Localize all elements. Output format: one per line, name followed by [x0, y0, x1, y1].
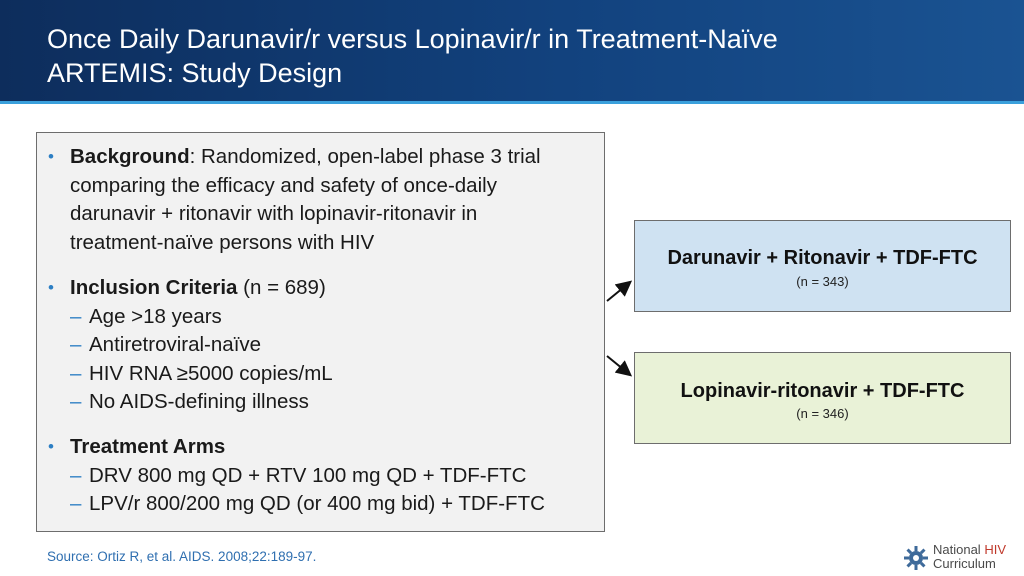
source-citation: Source: Ortiz R, et al. AIDS. 2008;22:189-97. — [47, 549, 317, 564]
bullet-dot: • — [48, 278, 54, 297]
inclusion-item: – No AIDS-defining illness — [70, 390, 309, 413]
logo-text: National HIV Curriculum — [933, 542, 1006, 571]
bullet-dot: • — [48, 437, 54, 456]
arm-count: (n = 343) — [796, 274, 849, 289]
background-bullet — [48, 143, 541, 172]
slide-title-line2: ARTEMIS: Study Design — [47, 58, 343, 88]
arm-name: Lopinavir-ritonavir + TDF-FTC — [680, 380, 965, 402]
inclusion-label: Inclusion Criteria — [70, 276, 238, 299]
inclusion-item: – Age >18 years — [70, 304, 222, 328]
treatment-arm-item: – LPV/r 800/200 mg QD (or 400 mg bid) + TDF-FTC — [70, 492, 545, 515]
bullet-dot: • — [48, 147, 54, 166]
study-info-box — [36, 132, 605, 532]
inclusion-bullet — [48, 274, 326, 303]
arrow-to-darunavir-arm — [607, 283, 629, 301]
lopinavir-arm-box — [634, 352, 1011, 444]
arrow-to-lopinavir-arm — [607, 356, 629, 374]
background-line: darunavir + ritonavir with lopinavir-ritonavir in — [70, 202, 478, 225]
background-label: Background — [70, 145, 190, 168]
inclusion-count: (n = 689) — [237, 276, 326, 299]
header-divider — [0, 101, 1024, 104]
background-line: comparing the efficacy and safety of once-daily — [70, 173, 497, 197]
treatment-arm-item: – DRV 800 mg QD + RTV 100 mg QD + TDF-FTC — [70, 463, 527, 487]
treatment-arms-bullet — [48, 433, 226, 462]
arm-name: Darunavir + Ritonavir + TDF-FTC — [667, 247, 978, 269]
treatment-arms-label: Treatment Arms — [70, 435, 226, 458]
gear-icon — [903, 545, 929, 571]
darunavir-arm-box — [634, 220, 1011, 312]
arm-count: (n = 346) — [796, 406, 849, 421]
inclusion-item: – Antiretroviral-naïve — [70, 333, 262, 356]
slide-title-line1: Once Daily Darunavir/r versus Lopinavir/r in Treatment-Naïve — [47, 24, 778, 54]
inclusion-item: – HIV RNA ≥5000 copies/mL — [70, 361, 333, 385]
national-hiv-curriculum-logo — [903, 543, 1023, 573]
background-line: treatment-naïve persons with HIV — [70, 230, 375, 254]
background-text: : Randomized, open-label phase 3 trial — [189, 145, 541, 168]
